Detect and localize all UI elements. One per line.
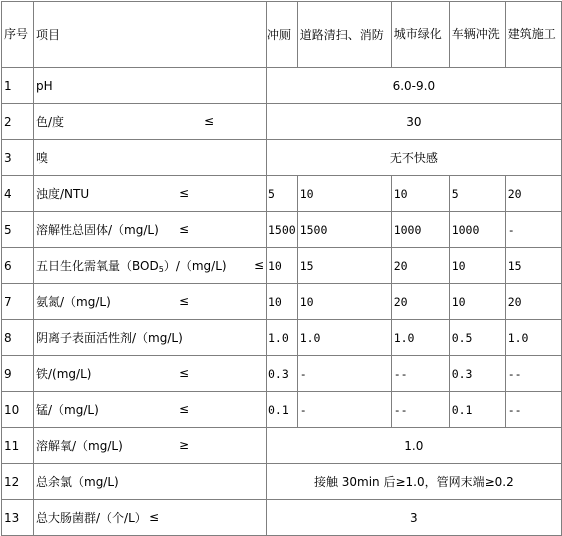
row-item-label: 五日生化需氧量（BOD [36, 259, 159, 273]
table-row [2, 464, 562, 500]
header-road: 道路清扫、消防 [297, 2, 391, 68]
table-row [2, 140, 562, 176]
header-green: 城市绿化 [391, 2, 449, 68]
row-item-subscript: 5 [158, 265, 164, 274]
value-car: 10 [449, 284, 505, 320]
row-item-label: 总大肠菌群/（个/L） [36, 511, 147, 525]
row-item [34, 284, 267, 320]
table-row [2, 500, 562, 536]
merged-value: 1.0 [267, 428, 562, 464]
row-no: 13 [2, 500, 34, 536]
value-construction: 15 [505, 248, 561, 284]
water-quality-table [1, 1, 562, 536]
header-car: 车辆冲洗 [449, 2, 505, 68]
row-no: 9 [2, 356, 34, 392]
table-row [2, 68, 562, 104]
value-toilet: 0.1 [267, 392, 298, 428]
comparison-symbol: ≥ [179, 438, 190, 452]
header-row [2, 2, 562, 68]
merged-value: 接触 30min 后≥1.0，管网末端≥0.2 [267, 464, 562, 500]
table-row [2, 104, 562, 140]
row-item [34, 212, 267, 248]
comparison-symbol: ≤ [179, 402, 190, 416]
table-row [2, 320, 562, 356]
value-construction: 1.0 [505, 320, 561, 356]
row-item-label: 阴离子表面活性剂/（mg/L) [36, 331, 183, 345]
row-item [34, 248, 267, 284]
value-car: 0.3 [449, 356, 505, 392]
comparison-symbol: ≤ [179, 294, 190, 308]
row-no: 3 [2, 140, 34, 176]
comparison-symbol: ≤ [179, 186, 190, 200]
row-no: 2 [2, 104, 34, 140]
comparison-symbol: ≤ [254, 258, 265, 272]
value-green: 10 [391, 176, 449, 212]
value-road: 15 [297, 248, 391, 284]
table-row [2, 248, 562, 284]
value-car: 5 [449, 176, 505, 212]
row-no: 5 [2, 212, 34, 248]
table-row [2, 392, 562, 428]
row-item-label: 溶解氧/（mg/L) [36, 439, 123, 453]
row-item-label: 铁/(mg/L) [36, 367, 92, 381]
table-row [2, 356, 562, 392]
merged-value: 30 [267, 104, 562, 140]
value-toilet: 1500 [267, 212, 298, 248]
merged-value: 3 [267, 500, 562, 536]
row-item-label: 锰/（mg/L) [36, 403, 99, 417]
comparison-symbol: ≤ [179, 366, 190, 380]
row-item-label: 溶解性总固体/（mg/L) [36, 223, 159, 237]
row-item [34, 356, 267, 392]
comparison-symbol: ≤ [149, 510, 160, 524]
header-no: 序号 [2, 2, 34, 68]
header-item: 项目 [34, 2, 267, 68]
row-item-label: pH [36, 78, 53, 93]
row-no: 1 [2, 68, 34, 104]
value-green: -- [391, 356, 449, 392]
header-toilet: 冲厕 [267, 2, 298, 68]
value-road: - [297, 392, 391, 428]
row-item [34, 500, 267, 536]
row-item-label: 总余氯（mg/L) [36, 475, 119, 489]
table-row [2, 176, 562, 212]
merged-value: 6.0-9.0 [267, 68, 562, 104]
value-construction: - [505, 212, 561, 248]
merged-value: 无不快感 [267, 140, 562, 176]
value-construction: 20 [505, 176, 561, 212]
row-item [34, 68, 267, 104]
row-no: 4 [2, 176, 34, 212]
row-item [34, 140, 267, 176]
value-green: 1000 [391, 212, 449, 248]
value-green: 20 [391, 248, 449, 284]
value-car: 0.1 [449, 392, 505, 428]
row-item-label-suffix: ）/（mg/L) [163, 259, 227, 273]
table-row [2, 284, 562, 320]
value-road: - [297, 356, 391, 392]
row-no: 7 [2, 284, 34, 320]
comparison-symbol: ≤ [204, 114, 215, 128]
value-construction: -- [505, 356, 561, 392]
row-item [34, 320, 267, 356]
row-no: 10 [2, 392, 34, 428]
row-no: 12 [2, 464, 34, 500]
row-item-label: 色/度 [36, 115, 65, 129]
row-item-label: 氨氮/（mg/L) [36, 295, 111, 309]
row-no: 6 [2, 248, 34, 284]
comparison-symbol: ≤ [179, 222, 190, 236]
value-toilet: 1.0 [267, 320, 298, 356]
value-green: 1.0 [391, 320, 449, 356]
value-construction: 20 [505, 284, 561, 320]
value-road: 1500 [297, 212, 391, 248]
value-toilet: 0.3 [267, 356, 298, 392]
row-item-label: 浊度/NTU [36, 187, 90, 201]
row-item [34, 176, 267, 212]
row-no: 11 [2, 428, 34, 464]
value-toilet: 10 [267, 284, 298, 320]
value-road: 1.0 [297, 320, 391, 356]
row-item [34, 464, 267, 500]
row-no: 8 [2, 320, 34, 356]
header-construction: 建筑施工 [505, 2, 561, 68]
value-construction: -- [505, 392, 561, 428]
row-item [34, 428, 267, 464]
value-car: 10 [449, 248, 505, 284]
table-row [2, 212, 562, 248]
row-item [34, 392, 267, 428]
value-road: 10 [297, 176, 391, 212]
value-green: 20 [391, 284, 449, 320]
value-toilet: 5 [267, 176, 298, 212]
value-road: 10 [297, 284, 391, 320]
row-item-label: 嗅 [36, 151, 49, 165]
table-row [2, 428, 562, 464]
row-item [34, 104, 267, 140]
value-car: 1000 [449, 212, 505, 248]
value-toilet: 10 [267, 248, 298, 284]
value-green: -- [391, 392, 449, 428]
value-car: 0.5 [449, 320, 505, 356]
